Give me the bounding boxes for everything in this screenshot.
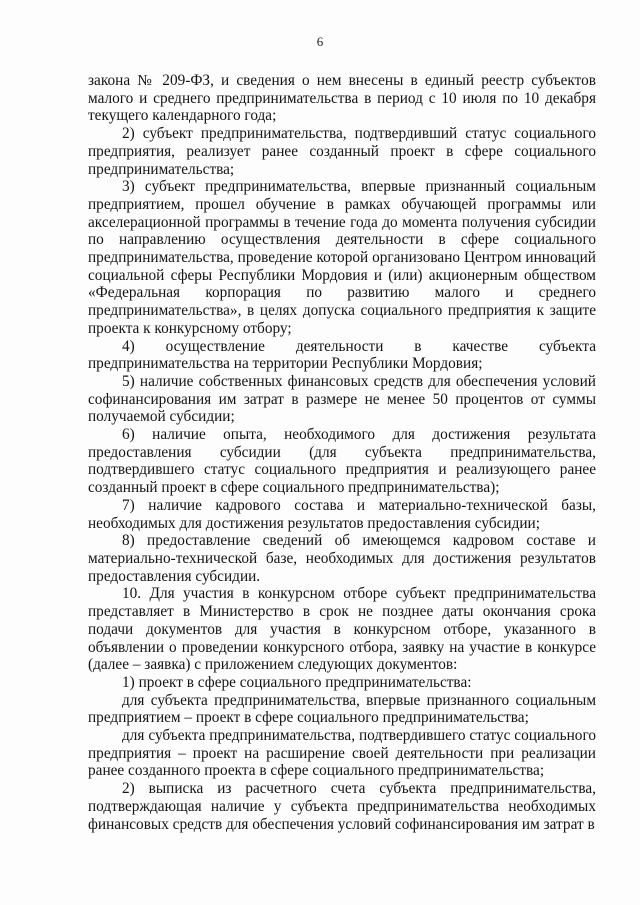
paragraph-doc-2: 2) выписка из расчетного счета субъекта предпринимательства, подтверждающая наличие у субъекта предпринимательства необходимых финансовых средств для обеспечения условий софинансирования им затрат в [88,780,596,833]
paragraph-continuation: закона № 209-ФЗ, и сведения о нем внесены в единый реестр субъектов малого и среднего предпринимательства в период с 10 июля по 10 декабря текущего календарного года; [88,72,596,125]
paragraph-item-6: 6) наличие опыта, необходимого для достижения результата предоставления субсидии (для субъекта предпринимательства, подтвердившего статус социального предприятия и реализующего ранее созданный проект в сфере социального предпринимательства); [88,426,596,497]
paragraph-item-5: 5) наличие собственных финансовых средств для обеспечения условий софинансирования им затрат в размере не менее 50 процентов от суммы получаемой субсидии; [88,372,596,426]
paragraph-doc-1: 1) проект в сфере социального предпринимательства: [122,673,472,691]
paragraph-item-7: 7) наличие кадрового состава и материально-технической базы, необходимых для достижения результатов предоставления субсидии; [88,496,596,532]
paragraph-item-2: 2) субъект предпринимательства, подтвердивший статус социального предприятия, реализует ранее созданный проект в сфере социального предпринимательства; [88,125,596,178]
paragraph-doc-1-confirmed: для субъекта предпринимательства, подтвердившего статус социального предприятия – проект на расширение своей деятельности при реализации ранее созданного проекта в сфере социального предпринимательства; [88,727,596,780]
paragraph-item-4: 4) осуществление деятельности в качестве субъекта предпринимательства на территории Республики Мордовия; [88,337,596,373]
document-body [88,72,596,833]
page-number: 6 [316,34,324,49]
paragraph-doc-1-new: для субъекта предпринимательства, впервые признанного социальным предприятием – проект в сфере социального предпринимательства; [88,691,596,727]
paragraph-item-8: 8) предоставление сведений об имеющемся кадровом составе и материально-технической базе, необходимых для достижения результатов предоставления субсидии. [88,532,596,585]
paragraph-item-3: 3) субъект предпринимательства, впервые признанный социальным предприятием, прошел обучение в рамках обучающей программы или акселерационной программы в течение года до момента получения субсидии по направлению осуществления деятельности в сфере социального предпринимательства, проведение которой организовано Центром инноваций социальной сферы Республики Мордовия и (или) акционерным обществом «Федеральная корпорация по развитию малого и среднего предпринимательства», в целях допуска социального предприятия к защите проекта к конкурсному отбору; [88,178,596,337]
paragraph-section-10: 10. Для участия в конкурсном отборе субъект предпринимательства представляет в Министерство в срок не позднее даты окончания срока подачи документов для участия в конкурсном отборе, указанного в объявлении о проведении конкурсного отбора, заявку на участие в конкурсе (далее – заявка) с приложением следующих документов: [88,585,596,674]
